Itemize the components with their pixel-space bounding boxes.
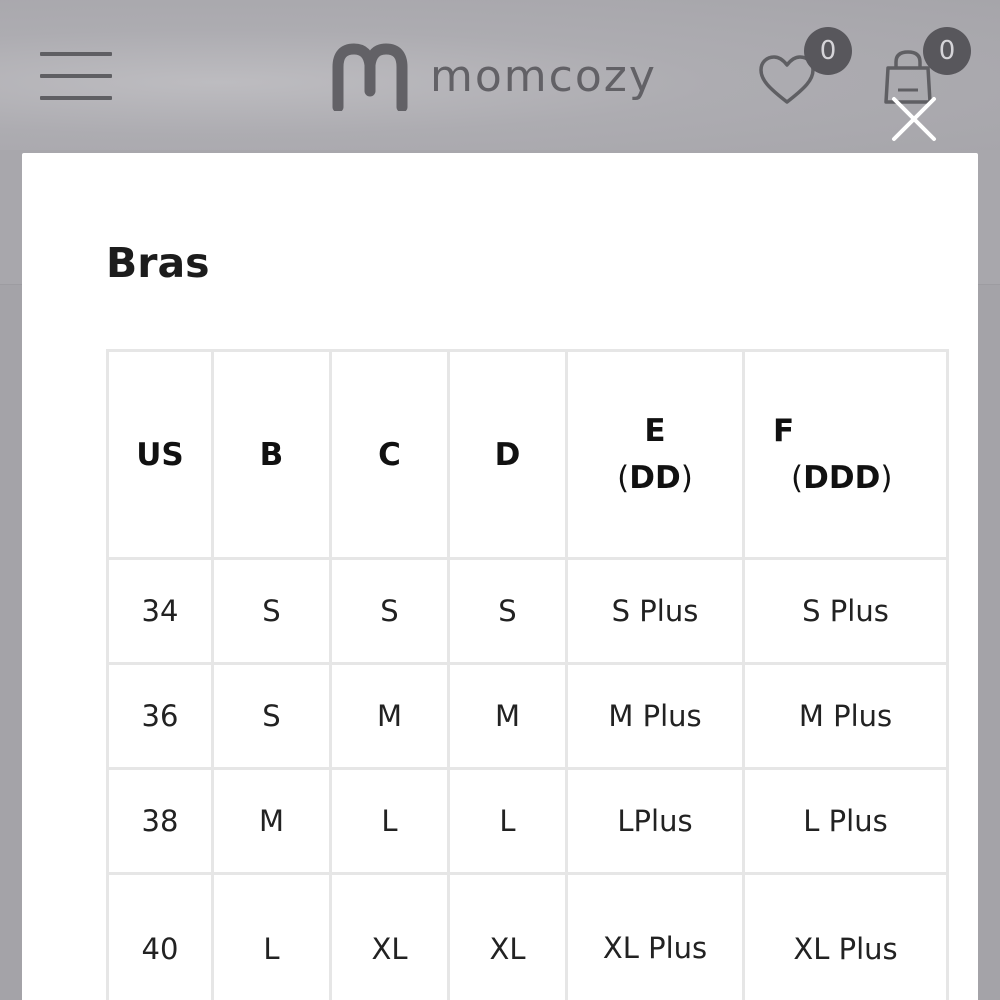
hamburger-menu-icon[interactable] [40, 52, 112, 100]
table-row [108, 769, 948, 874]
cell-e: LPlus [567, 769, 744, 874]
cell-c: S [331, 559, 449, 664]
cell-d: XL [449, 874, 567, 1000]
close-icon[interactable] [888, 93, 940, 145]
header-e-alt: DD [629, 459, 681, 496]
cell-us: 40 [108, 874, 213, 1000]
cell-d: S [449, 559, 567, 664]
brand-name: momcozy [430, 50, 657, 102]
cell-d: M [449, 664, 567, 769]
table-row [108, 874, 948, 1000]
cell-us: 38 [108, 769, 213, 874]
brand-logo[interactable] [330, 40, 657, 112]
cell-us: 36 [108, 664, 213, 769]
header-b: B [213, 351, 331, 559]
cell-b: S [213, 664, 331, 769]
cell-b: L [213, 874, 331, 1000]
wishlist-count-badge: 0 [804, 27, 852, 75]
cell-f: L Plus [744, 769, 948, 874]
header-f: F (DDD) [744, 351, 948, 559]
cell-b: M [213, 769, 331, 874]
table-row [108, 559, 948, 664]
header-us: US [108, 351, 213, 559]
header-e-main: E [644, 413, 666, 449]
header-d: D [449, 351, 567, 559]
header-f-alt: DDD [803, 459, 881, 496]
cell-d: L [449, 769, 567, 874]
cell-e [567, 874, 744, 1000]
cell-f: M Plus [744, 664, 948, 769]
cell-c: XL [331, 874, 449, 1000]
bra-size-table [106, 349, 949, 1000]
cell-us: 34 [108, 559, 213, 664]
cell-e-text: XL Plus [602, 931, 708, 966]
modal-title: Bras [106, 239, 210, 287]
cell-c: M [331, 664, 449, 769]
cell-f: XL Plus [744, 874, 948, 1000]
cell-b: S [213, 559, 331, 664]
header-c: C [331, 351, 449, 559]
momcozy-logo-mark [330, 41, 410, 111]
cell-f: S Plus [744, 559, 948, 664]
table-header-row [108, 351, 948, 559]
cart-count-badge: 0 [923, 27, 971, 75]
table-row [108, 664, 948, 769]
cell-e: M Plus [567, 664, 744, 769]
cell-e: S Plus [567, 559, 744, 664]
header-e: E (DD) [567, 351, 744, 559]
cell-c: L [331, 769, 449, 874]
header-f-main: F [773, 413, 795, 449]
size-chart-modal [22, 153, 978, 1000]
